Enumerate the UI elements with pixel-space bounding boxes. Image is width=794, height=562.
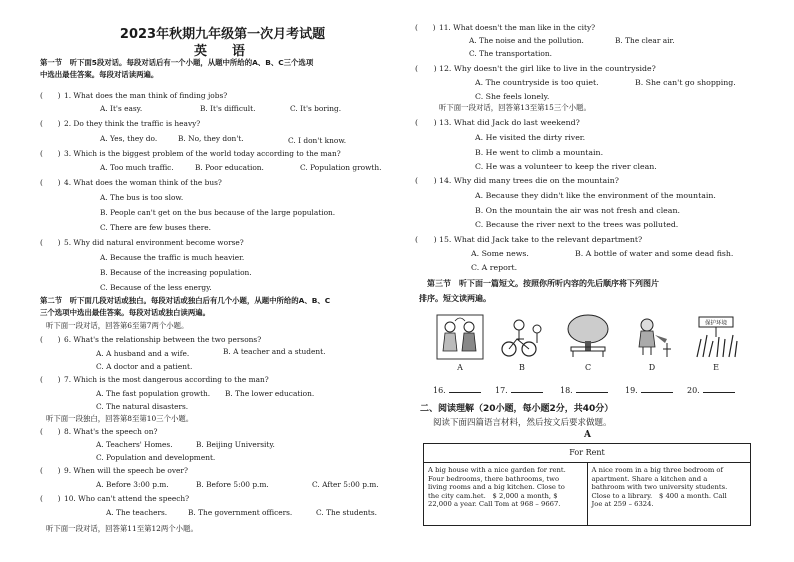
picture-label: E	[713, 363, 719, 372]
question-text: 6. What's the relationship between the two persons?	[64, 335, 262, 344]
answer-paren[interactable]: ( )	[40, 335, 61, 344]
option-a: A. Because the traffic is much heavier.	[100, 253, 245, 262]
option-a: A. A husband and a wife.	[96, 349, 190, 358]
picture-label: A	[457, 363, 463, 372]
answer-paren[interactable]: ( )	[40, 466, 61, 475]
picture-label: B	[519, 363, 525, 372]
intro-13-15: 听下面一段对话，回答第13至第15三个小题。	[439, 103, 591, 112]
option-a: A. Teachers' Homes.	[96, 440, 173, 449]
question-text: 8. What's the speech on?	[64, 427, 158, 436]
section1-title: 第一节 听下面5段对话。每段对话后有一个小题，从题中所给的A、B、C三个选项	[40, 58, 314, 67]
option-b: B. A bottle of water and some dead fish.	[575, 249, 734, 258]
section3-title: 第三节 听下面一篇短文。按照你所听内容的先后顺序将下列图片	[427, 279, 659, 288]
answer-paren[interactable]: ( )	[415, 23, 436, 32]
picture-label: C	[584, 363, 592, 372]
option-a: A. The countryside is too quiet.	[475, 78, 599, 87]
answer-paren[interactable]: ( )	[415, 64, 437, 73]
question-text: 2. Do they think the traffic is heavy?	[64, 119, 201, 128]
question-text: 11. What doesn't the man like in the city?	[439, 23, 596, 32]
question-text: 1. What does the man think of finding jobs?	[64, 91, 228, 100]
section3-title-cont: 排序。短文读两遍。	[419, 294, 491, 303]
question-5	[40, 238, 244, 247]
sign-text: 保护环境	[704, 320, 728, 327]
answer-blank-17[interactable]: 17.	[495, 385, 543, 395]
answer-paren[interactable]: ( )	[40, 178, 61, 187]
picture-a-people-talking	[435, 313, 485, 361]
left-column	[40, 0, 405, 562]
answer-paren[interactable]: ( )	[40, 427, 61, 436]
answer-paren[interactable]: ( )	[40, 91, 61, 100]
option-a: A. The noise and the pollution.	[469, 36, 584, 45]
question-8	[40, 427, 157, 436]
section2-title: 第二节 听下面几段对话或独白。每段对话或独白后有几个小题，从题中所给的A、B、C	[40, 296, 331, 305]
option-a: A. It's easy.	[100, 104, 143, 113]
option-a: A. The teachers.	[106, 508, 168, 517]
rent-ad-room: A nice room in a big three bedroom of apartment. Share a kitchen and a bathroom with two university students. Close to a library. $ 400 a month. Call Joe at 259 – 6324.	[587, 463, 751, 525]
option-c: C. After 5:00 p.m.	[312, 480, 379, 489]
question-1	[40, 91, 227, 100]
right-column	[415, 0, 760, 562]
option-c: C. Population growth.	[300, 163, 382, 172]
question-2	[40, 119, 200, 128]
question-text: 13. What did Jack do last weekend?	[439, 118, 580, 127]
question-4	[40, 178, 222, 187]
question-9	[40, 466, 188, 475]
option-b: B. She can't go shopping.	[635, 78, 736, 87]
answer-paren[interactable]: ( )	[415, 118, 437, 127]
option-c: C. The students.	[316, 508, 378, 517]
question-6	[40, 335, 261, 344]
question-text: 3. Which is the biggest problem of the world today according to the man?	[64, 149, 341, 158]
answer-paren[interactable]: ( )	[40, 119, 61, 128]
option-b: B. He went to climb a mountain.	[475, 148, 604, 157]
option-a: A. Yes, they do.	[100, 134, 158, 143]
option-b: B. Poor education.	[195, 163, 264, 172]
picture-label: D	[648, 363, 656, 372]
question-13	[415, 118, 580, 127]
option-a: A. Too much traffic.	[100, 163, 174, 172]
option-c: C. Population and development.	[96, 453, 216, 462]
answer-blank-19[interactable]: 19.	[625, 385, 673, 395]
option-a: A. Some news.	[471, 249, 529, 258]
part2-instructions: 阅读下面四篇语言材料，然后按文后要求做题。	[433, 418, 612, 428]
question-text: 15. What did Jack take to the relevant department?	[439, 235, 643, 244]
option-b: B. No, they don't.	[178, 134, 244, 143]
exam-title: 2023年秋期九年级第一次月考试题	[119, 27, 326, 42]
intro-6-7: 听下面一段对话，回答第6至第7两个小题。	[46, 321, 189, 330]
option-a: A. Before 3:00 p.m.	[96, 480, 169, 489]
for-rent-header: For Rent	[424, 444, 750, 463]
question-10	[40, 494, 189, 503]
picture-b-cyclists	[497, 313, 547, 361]
for-rent-table	[423, 443, 751, 526]
option-b: B. People can't get on the bus because of the large population.	[100, 208, 336, 217]
option-c: C. Because of the less energy.	[100, 283, 212, 292]
option-b: B. The government officers.	[188, 508, 293, 517]
answer-paren[interactable]: ( )	[40, 238, 61, 247]
option-c: C. There are few buses there.	[100, 223, 212, 232]
question-11	[415, 23, 595, 32]
option-b: B. It's difficult.	[200, 104, 256, 113]
answer-paren[interactable]: ( )	[40, 149, 61, 158]
option-a: A. The fast population growth.	[96, 389, 211, 398]
question-15	[415, 235, 642, 244]
option-b: B. On the mountain the air was not fresh and clean.	[475, 206, 680, 215]
question-text: 4. What does the woman think of the bus?	[64, 178, 222, 187]
picture-c-tree-bench	[563, 313, 613, 361]
option-a: A. Because they didn't like the environment of the mountain.	[475, 191, 716, 200]
intro-8-10: 听下面一段独白，回答第8至第10三个小题。	[46, 414, 194, 423]
option-c: C. I don't know.	[288, 136, 347, 145]
answer-blank-20[interactable]: 20.	[687, 385, 735, 395]
picture-e-sign-plants	[691, 313, 741, 361]
option-c: C. The transportation.	[469, 49, 552, 58]
question-text: 7. Which is the most dangerous according to the man?	[64, 375, 269, 384]
question-7	[40, 375, 269, 384]
question-text: 5. Why did natural environment become worse?	[64, 238, 244, 247]
answer-paren[interactable]: ( )	[40, 494, 61, 503]
picture-d-girl-watering	[627, 313, 677, 361]
answer-paren[interactable]: ( )	[415, 235, 437, 244]
option-a: A. He visited the dirty river.	[475, 133, 586, 142]
passage-label: A	[584, 430, 591, 440]
answer-paren[interactable]: ( )	[40, 375, 61, 384]
question-text: 14. Why did many trees die on the mountain?	[439, 176, 619, 185]
option-c: C. It's boring.	[290, 104, 342, 113]
section2-title-cont: 三个选项中选出最佳答案。每段对话或独白读两遍。	[40, 308, 210, 317]
option-b: B. A teacher and a student.	[223, 347, 326, 356]
answer-blank-16[interactable]: 16.	[433, 385, 481, 395]
question-12	[415, 64, 656, 73]
question-text: 12. Why doesn't the girl like to live in the countryside?	[439, 64, 656, 73]
question-3	[40, 149, 341, 158]
option-b: B. Before 5:00 p.m.	[196, 480, 269, 489]
part2-title: 二、阅读理解（20小题，每小题2分，共40分）	[420, 404, 614, 414]
option-b: B. The clear air.	[615, 36, 675, 45]
option-b: B. Beijing University.	[196, 440, 275, 449]
question-text: 10. Who can't attend the speech?	[64, 494, 190, 503]
option-a: A. The bus is too slow.	[100, 193, 184, 202]
option-c: C. A doctor and a patient.	[96, 362, 193, 371]
answer-blank-18[interactable]: 18.	[560, 385, 608, 395]
option-c: C. She feels lonely.	[475, 92, 550, 101]
option-c: C. He was a volunteer to keep the river clean.	[475, 162, 657, 171]
option-c: C. The natural disasters.	[96, 402, 189, 411]
option-c: C. Because the river next to the trees was polluted.	[475, 220, 679, 229]
option-b: B. Because of the increasing population.	[100, 268, 252, 277]
section1-title-cont: 中选出最佳答案。每段对话读两遍。	[40, 70, 159, 79]
rent-ad-house: A big house with a nice garden for rent. Four bedrooms, there bathrooms, two living rooms and a big kitchen. Close to the city cam.het. $ 2,000 a month, $ 22,000 a year. Call Tom at 968 – 9667.	[428, 466, 566, 509]
intro-11-12: 听下面一段对话，回答第11至第12两个小题。	[46, 524, 198, 533]
exam-subject: 英 语	[193, 44, 251, 59]
question-14	[415, 176, 619, 185]
option-b: B. The lower education.	[225, 389, 315, 398]
answer-paren[interactable]: ( )	[415, 176, 437, 185]
option-c: C. A report.	[471, 263, 518, 272]
question-text: 9. When will the speech be over?	[64, 466, 188, 475]
